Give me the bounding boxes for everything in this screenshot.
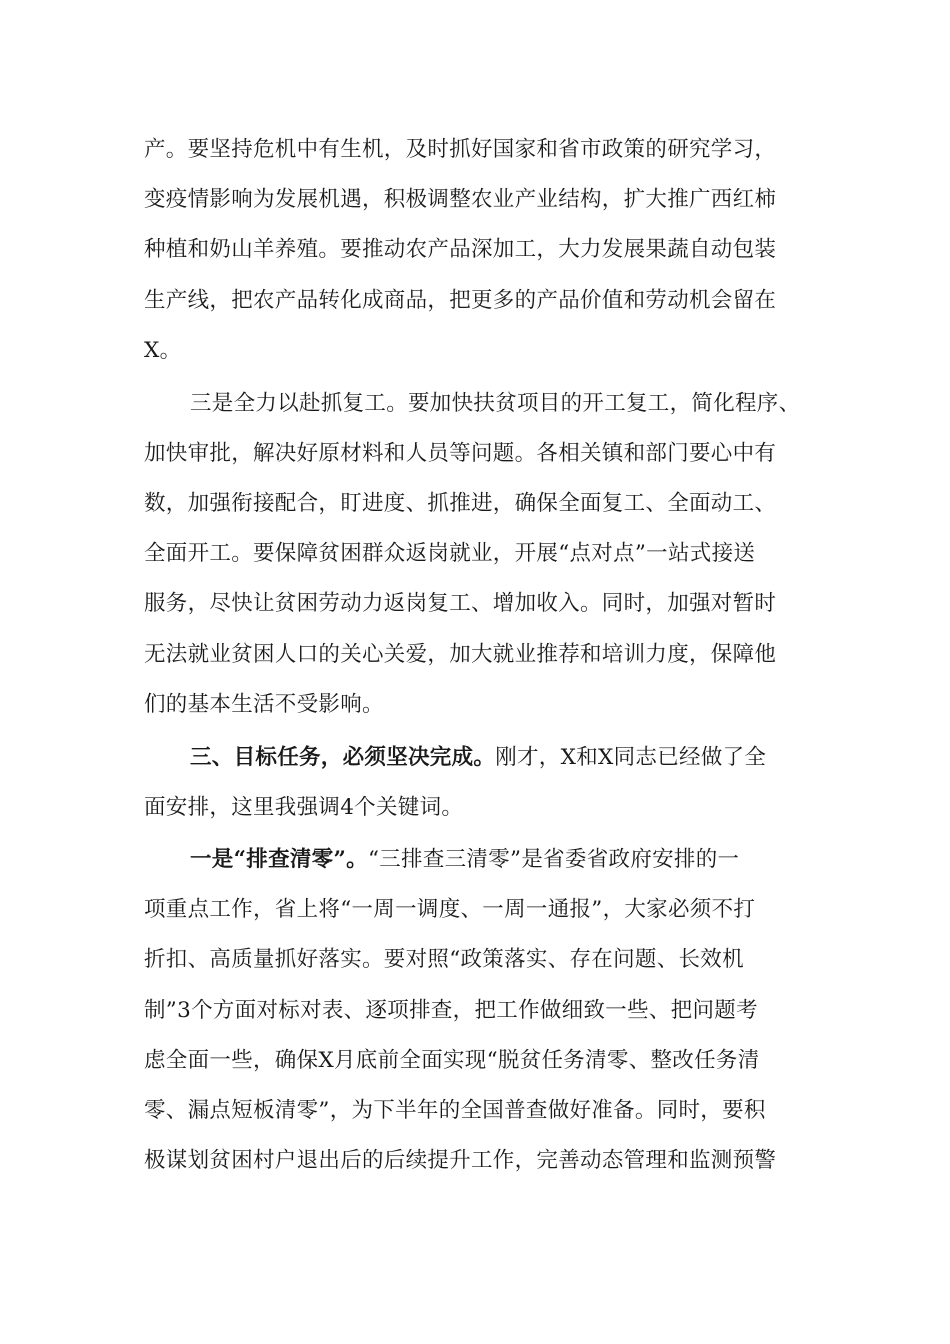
para1-line-1: 产。要坚持危机中有生机，及时抓好国家和省市政策的研究学习， bbox=[144, 137, 777, 162]
para2-line-2: 加快审批，解决好原材料和人员等问题。各相关镇和部门要心中有 bbox=[144, 441, 777, 466]
section-heading-targets: 三、目标任务，必须坚决完成。 bbox=[190, 745, 496, 770]
para2-line-1: 三是全力以赴抓复工。要加快扶贫项目的开工复工，简化程序、 bbox=[190, 391, 801, 416]
para4-line-5: 虑全面一些，确保X月底前全面实现“脱贫任务清零、整改任务清 bbox=[144, 1048, 760, 1073]
para2-line-7: 们的基本生活不受影响。 bbox=[144, 692, 384, 717]
para3-line-1-text: 刚才，X和X同志已经做了全 bbox=[495, 745, 767, 770]
para4-line-1-text: “三排查三清零”是省委省政府安排的一 bbox=[367, 847, 740, 872]
para3-line-2: 面安排，这里我强调4个关键词。 bbox=[144, 795, 464, 820]
para2-line-6: 无法就业贫困人口的关心关爱，加大就业推荐和培训力度，保障他 bbox=[144, 642, 777, 667]
para4-line-1 bbox=[190, 840, 830, 880]
para2-line-4: 全面开工。要保障贫困群众返岗就业，开展“点对点”一站式接送 bbox=[144, 541, 756, 566]
para2-line-3: 数，加强衔接配合，盯进度、抓推进，确保全面复工、全面动工、 bbox=[144, 491, 777, 516]
para4-line-7: 极谋划贫困村户退出后的后续提升工作，完善动态管理和监测预警 bbox=[144, 1148, 777, 1173]
para2-line-5: 服务，尽快让贫困劳动力返岗复工、增加收入。同时，加强对暂时 bbox=[144, 591, 777, 616]
para1-line-3: 种植和奶山羊养殖。要推动农产品深加工，大力发展果蔬自动包装 bbox=[144, 237, 777, 262]
para4-line-3: 折扣、高质量抓好落实。要对照“政策落实、存在问题、长效机 bbox=[144, 947, 744, 972]
para4-line-6: 零、漏点短板清零”，为下半年的全国普查做好准备。同时，要积 bbox=[144, 1098, 766, 1123]
para4-line-2: 项重点工作，省上将“一周一调度、一周一通报”，大家必须不打 bbox=[144, 897, 756, 922]
para4-line-4: 制”3个方面对标对表、逐项排查，把工作做细致一些、把问题考 bbox=[144, 998, 758, 1023]
para3-line-1 bbox=[190, 738, 830, 778]
para1-line-4: 生产线，把农产品转化成商品，把更多的产品价值和劳动机会留在 bbox=[144, 288, 777, 313]
para1-line-2: 变疫情影响为发展机遇，积极调整农业产业结构，扩大推广西红柿 bbox=[144, 187, 777, 212]
keyword-heading-clearance: 一是“排查清零”。 bbox=[190, 847, 368, 872]
para1-line-5: X。 bbox=[144, 338, 182, 363]
